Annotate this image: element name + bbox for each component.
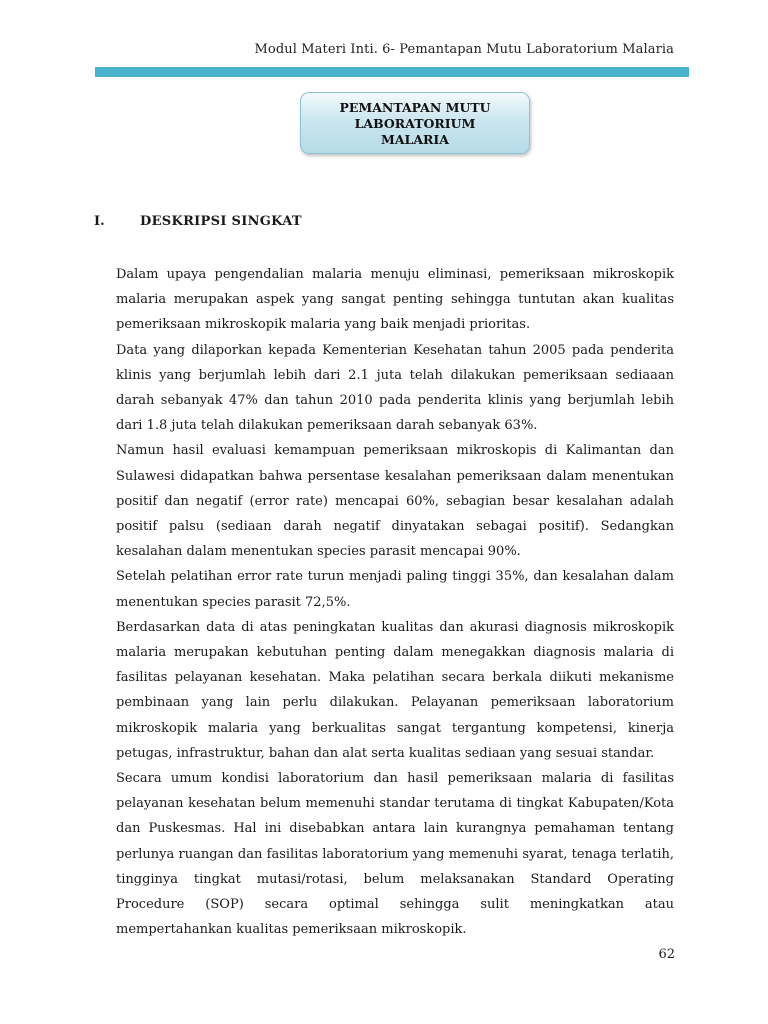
chapter-title-line-1: PEMANTAPAN MUTU bbox=[339, 100, 491, 115]
body-text bbox=[116, 262, 674, 942]
page-number: 62 bbox=[658, 947, 675, 962]
section-number: I. bbox=[94, 214, 105, 229]
chapter-title-line-3: MALARIA bbox=[381, 132, 449, 147]
paragraph: Berdasarkan data di atas peningkatan kualitas dan akurasi diagnosis mikroskopik malaria merupakan kebutuhan penting dalam menegakkan diagnosis malaria di fasilitas pelayanan kesehatan. Maka pelatihan secara berkala diikuti mekanisme pembinaan yang lain perlu dilakukan. Pelayanan pemeriksaan laboratorium mikroskopik malaria yang berkualitas sangat tergantung kompetensi, kinerja petugas, infrastruktur, bahan dan alat serta kualitas sediaan yang sesuai standar. bbox=[116, 619, 674, 761]
paragraph: Setelah pelatihan error rate turun menjadi paling tinggi 35%, dan kesalahan dalam menentukan species parasit 72,5%. bbox=[116, 569, 674, 610]
header-divider-bar bbox=[95, 67, 689, 77]
module-header-title: Modul Materi Inti. 6- Pemantapan Mutu Laboratorium Malaria bbox=[254, 42, 674, 57]
paragraph: Secara umum kondisi laboratorium dan hasil pemeriksaan malaria di fasilitas pelayanan kesehatan belum memenuhi standar terutama di tingkat Kabupaten/Kota dan Puskesmas. Hal ini disebabkan antara lain kurangnya pemahaman tentang perlunya ruangan dan fasilitas laboratorium yang memenuhi syarat, tenaga terlatih, tingginya tingkat mutasi/rotasi, belum melaksanakan Standard Operating Procedure (SOP) secara optimal sehingga sulit meningkatkan atau mempertahankan kualitas pemeriksaan mikroskopik. bbox=[116, 771, 674, 938]
paragraph: Data yang dilaporkan kepada Kementerian Kesehatan tahun 2005 pada penderita klinis yang berjumlah lebih dari 2.1 juta telah dilakukan pemeriksaan sediaaan darah sebanyak 47% dan tahun 2010 pada penderita klinis yang berjumlah lebih dari 1.8 juta telah dilakukan pemeriksaan darah sebanyak 63%. bbox=[116, 342, 674, 434]
paragraph: Namun hasil evaluasi kemampuan pemeriksaan mikroskopis di Kalimantan dan Sulawesi didapatkan bahwa persentase kesalahan pemeriksaan dalam menentukan positif dan negatif (error rate) mencapai 60%, sebagian besar kesalahan adalah positif palsu (sediaan darah negatif dinyatakan sebagai positif). Sedangkan kesalahan dalam menentukan species parasit mencapai 90%. bbox=[116, 443, 674, 560]
section-heading-text: DESKRIPSI SINGKAT bbox=[140, 214, 302, 229]
paragraph: Dalam upaya pengendalian malaria menuju eliminasi, pemeriksaan mikroskopik malaria merupakan aspek yang sangat penting sehingga tuntutan akan kualitas pemeriksaan mikroskopik malaria yang baik menjadi prioritas. bbox=[116, 267, 674, 333]
chapter-title-box bbox=[300, 92, 530, 154]
chapter-title-line-2: LABORATORIUM bbox=[354, 116, 476, 131]
